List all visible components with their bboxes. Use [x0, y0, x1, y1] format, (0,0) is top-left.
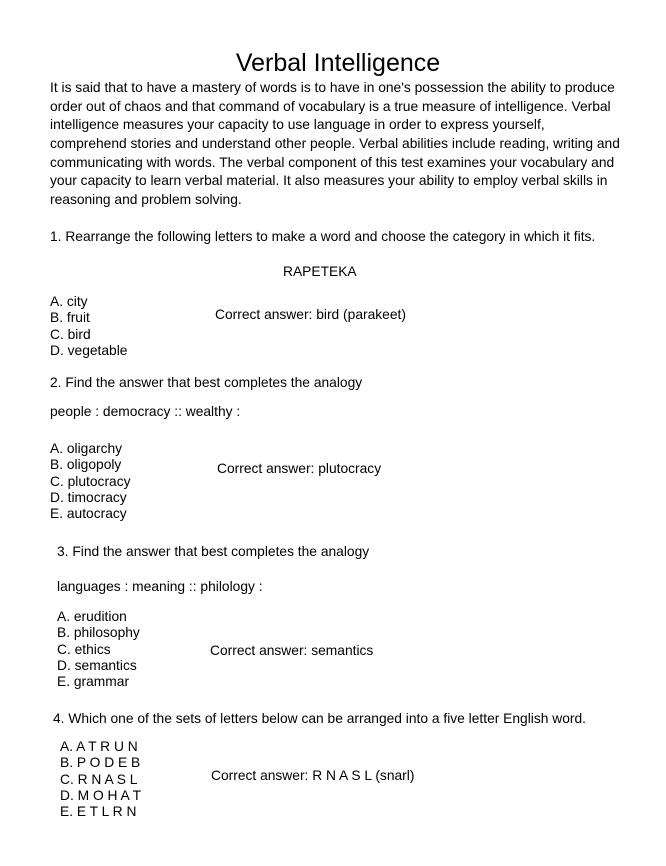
intro-line: intelligence measures your capacity to use language in order to express yourself,: [50, 117, 545, 133]
option-d: D. M O H A T: [60, 787, 142, 803]
option-e: E. grammar: [57, 674, 130, 690]
option-c: C. ethics: [57, 641, 111, 657]
option-c: C. R N A S L: [60, 771, 138, 787]
intro-line: It is said that to have a mastery of words is to have in one's possession the ability to produce: [50, 80, 615, 95]
question-3-stimulus: languages : meaning :: philology :: [57, 579, 263, 594]
question-3-correct-answer: Correct answer: semantics: [210, 643, 374, 658]
intro-line: reasoning and problem solving.: [50, 191, 242, 207]
question-1-options: [50, 294, 127, 359]
intro-line: communicating with words. The verbal component of this test examines your vocabulary and: [50, 154, 615, 170]
option-b: B. P O D E B: [60, 755, 141, 771]
question-2-options: [50, 441, 131, 522]
option-a: A. oligarchy: [50, 441, 123, 456]
question-2-stimulus: people : democracy :: wealthy :: [50, 404, 241, 419]
question-3-options: [57, 609, 140, 690]
question-1-stimulus: RAPETEKA: [283, 264, 357, 279]
option-e: E. autocracy: [50, 506, 127, 522]
question-4-prompt: 4. Which one of the sets of letters below can be arranged into a five letter English word.: [53, 711, 587, 726]
option-d: D. semantics: [57, 657, 137, 673]
option-a: A. A T R U N: [60, 739, 138, 754]
option-b: B. fruit: [50, 310, 90, 326]
option-c: C. bird: [50, 326, 91, 342]
option-d: D. timocracy: [50, 489, 127, 505]
option-e: E. E T L R N: [60, 804, 137, 820]
page-title: Verbal Intelligence: [235, 48, 441, 77]
option-a: A. city: [50, 294, 88, 309]
question-2-prompt: 2. Find the answer that best completes the analogy: [50, 375, 363, 390]
question-3-prompt: 3. Find the answer that best completes the analogy: [57, 544, 370, 559]
intro-paragraph: [50, 79, 630, 210]
option-c: C. plutocracy: [50, 473, 131, 489]
intro-line: order out of chaos and that command of vocabulary is a true measure of intelligence. Verbal: [50, 98, 611, 114]
question-4-options: [60, 739, 141, 820]
option-d: D. vegetable: [50, 342, 128, 358]
question-1-correct-answer: Correct answer: bird (parakeet): [215, 307, 406, 322]
intro-line: your capacity to learn verbal material. It also measures your ability to employ verbal skills in: [50, 173, 608, 189]
intro-line: comprehend stories and understand other people. Verbal abilities include reading, writing and: [50, 135, 620, 151]
question-4-correct-answer: Correct answer: R N A S L (snarl): [211, 768, 415, 783]
option-b: B. oligopoly: [50, 457, 122, 473]
question-2-correct-answer: Correct answer: plutocracy: [217, 461, 382, 476]
option-a: A. erudition: [57, 609, 127, 624]
option-b: B. philosophy: [57, 625, 140, 641]
question-1-prompt: 1. Rearrange the following letters to make a word and choose the category in which it fits.: [50, 229, 596, 244]
